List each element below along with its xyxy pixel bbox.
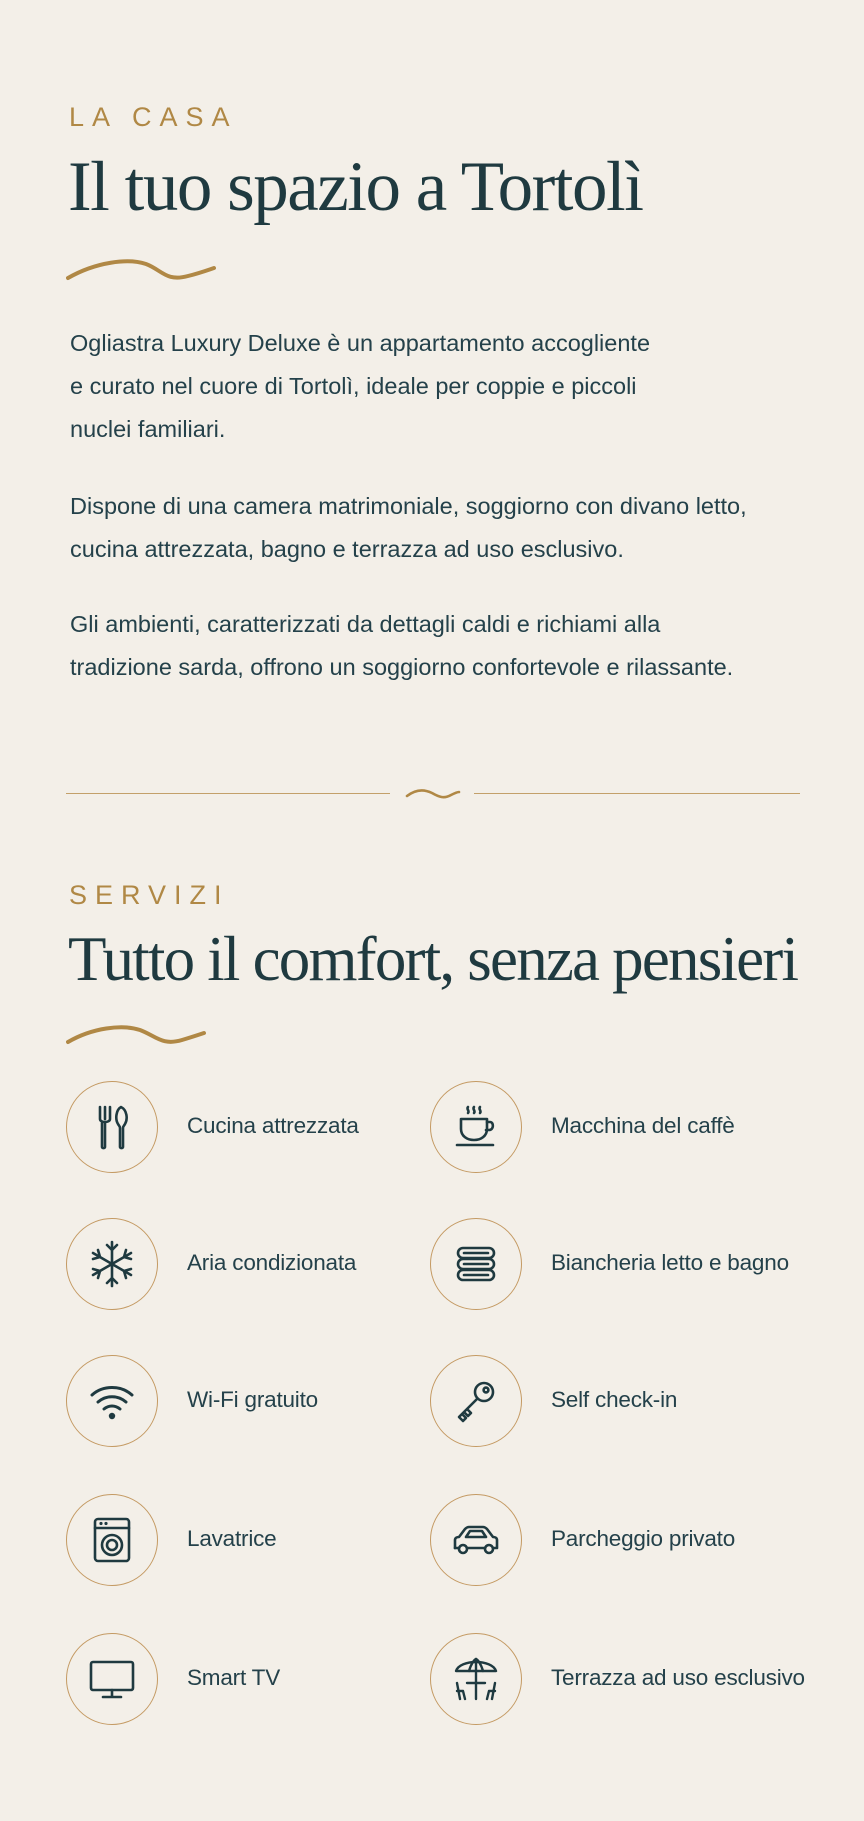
coffee-cup-icon [450,1101,502,1153]
service-label: Biancheria letto e bagno [551,1250,789,1275]
washing-machine-icon [86,1514,138,1566]
cutlery-icon [86,1101,138,1153]
ambience-paragraph [70,603,810,689]
section-eyebrow-servizi: SERVIZI [69,880,230,910]
service-label: Self check-in [551,1387,678,1412]
wifi-icon [86,1375,138,1427]
divider-ornament-icon [404,784,462,804]
service-icon-ring [430,1355,522,1447]
section-divider [66,782,800,806]
rooms-paragraph [70,485,810,571]
service-icon-ring [430,1081,522,1173]
snowflake-icon [86,1238,138,1290]
intro-line: Ogliastra Luxury Deluxe è un appartamento accogliente [70,330,651,356]
service-label: Aria condizionata [187,1250,357,1275]
service-icon-ring [430,1218,522,1310]
service-label: Lavatrice [187,1526,277,1551]
section-title-servizi: Tutto il comfort, senza pensieri [68,924,798,994]
intro-line: nuclei familiari. [70,416,226,442]
rooms-line: Dispone di una camera matrimoniale, soggiorno con divano letto, [70,493,747,519]
terrace-umbrella-icon [450,1653,502,1705]
intro-line: e curato nel cuore di Tortolì, ideale per coppie e piccoli [70,373,637,399]
service-label: Macchina del caffè [551,1113,735,1138]
service-icon-ring [66,1355,158,1447]
car-icon [450,1514,502,1566]
service-label: Parcheggio privato [551,1526,736,1551]
intro-paragraph [70,322,810,451]
service-icon-ring [66,1081,158,1173]
service-label: Terrazza ad uso esclusivo [551,1665,805,1690]
service-icon-ring [66,1494,158,1586]
section-eyebrow-la-casa: LA CASA [69,102,238,132]
page-title: Il tuo spazio a Tortolì [68,148,643,226]
divider-line-right [474,793,800,794]
linens-icon [450,1238,502,1290]
service-icon-ring [430,1633,522,1725]
ambience-line: Gli ambienti, caratterizzati da dettagli caldi e richiami alla [70,611,661,637]
service-icon-ring [430,1494,522,1586]
service-label: Cucina attrezzata [187,1113,359,1138]
rooms-line: cucina attrezzata, bagno e terrazza ad uso esclusivo. [70,536,624,562]
ambience-line: tradizione sarda, offrono un soggiorno confortevole e rilassante. [70,654,734,680]
service-label: Smart TV [187,1665,281,1690]
decorative-squiggle [66,1016,206,1048]
service-label: Wi-Fi gratuito [187,1387,318,1412]
service-icon-ring [66,1218,158,1310]
tv-icon [86,1653,138,1705]
divider-line-left [66,793,390,794]
service-icon-ring [66,1633,158,1725]
decorative-squiggle [66,250,216,284]
key-icon [450,1375,502,1427]
